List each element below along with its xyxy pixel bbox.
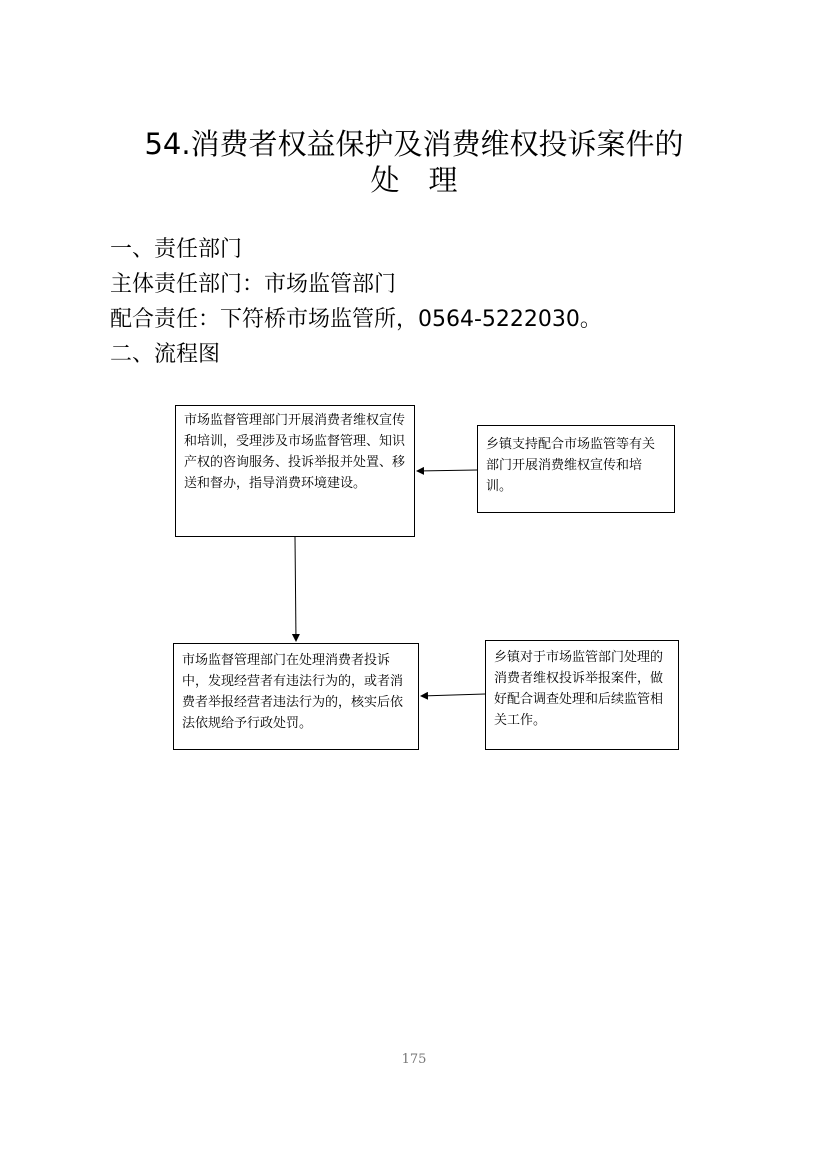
flow-box-administrative-penalty: 市场监督管理部门在处理消费者投诉中，发现经营者有违法行为的，或者消费者举报经营者违法行为的，核实后依法依规给予行政处罚。 [173,643,419,750]
arrow-box2-to-box1 [417,470,477,471]
flowchart-heading: 二、流程图 [110,342,221,367]
flow-box-market-supervision-training: 市场监督管理部门开展消费者维权宣传和培训，受理涉及市场监督管理、知识产权的咨询服务、投诉举报并处置、移送和督办，指导消费环境建设。 [175,405,415,537]
document-title-line1: 54.消费者权益保护及消费维权投诉案件的 [144,127,684,161]
document-title-line2: 处 理 [370,163,458,197]
flow-box-township-cooperation: 乡镇对于市场监管部门处理的消费者维权投诉举报案件，做好配合调查处理和后续监管相关工作。 [485,640,679,750]
flow-box-township-support: 乡镇支持配合市场监管等有关部门开展消费维权宣传和培训。 [477,425,675,513]
arrow-box1-to-box3 [295,537,296,641]
page-number: 175 [401,1052,427,1067]
responsibility-heading: 一、责任部门 [110,237,243,262]
main-department: 主体责任部门：市场监管部门 [110,272,397,297]
cooperating-department: 配合责任：下符桥市场监管所，0564-5222030。 [110,307,602,332]
arrow-box4-to-box3 [421,694,485,696]
